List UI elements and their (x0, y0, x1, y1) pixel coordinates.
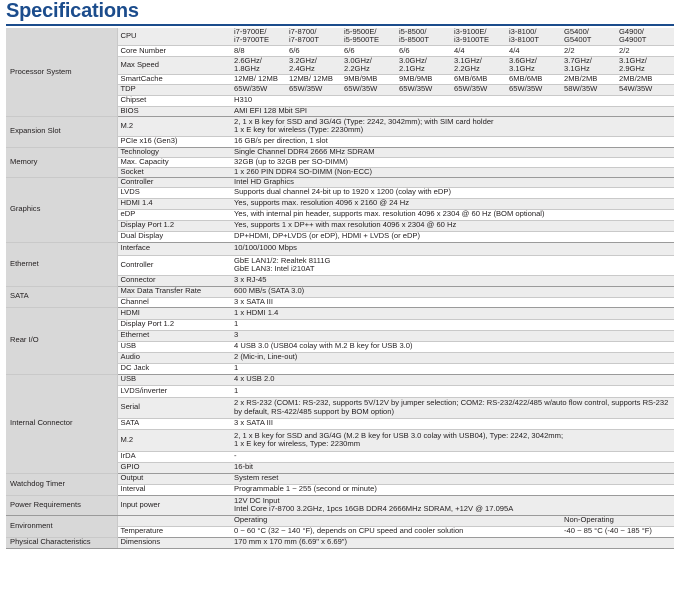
spec-value: 16 GB/s per direction, 1 slot (232, 136, 674, 147)
spec-label: Serial (117, 397, 232, 418)
category-rear-i-o: Rear I/O (6, 307, 117, 374)
spec-value: 1 (232, 319, 674, 330)
cpu-spec-cell: 6MB/6MB (507, 74, 562, 84)
category-environment: Environment (6, 515, 117, 537)
spec-label: Max Speed (117, 56, 232, 74)
category-processor-system: Processor System (6, 28, 117, 116)
spec-label: USB (117, 374, 232, 385)
spec-row (6, 286, 674, 297)
spec-label: Channel (117, 297, 232, 307)
spec-label: HDMI (117, 307, 232, 319)
spec-label: eDP (117, 209, 232, 220)
cpu-spec-cell: 3.1GHz/ 2.9GHz (617, 56, 674, 74)
category-watchdog-timer: Watchdog Timer (6, 473, 117, 495)
spec-value: Supports dual channel 24-bit up to 1920 x 1200 (colay with eDP) (232, 187, 674, 198)
spec-label: Chipset (117, 95, 232, 106)
spec-value: 3 x RJ-45 (232, 275, 674, 286)
cpu-spec-cell: i7-8700/ i7-8700T (287, 28, 342, 45)
spec-label: Interval (117, 484, 232, 495)
spec-value: 2 (Mic-in, Line-out) (232, 352, 674, 363)
spec-label: LVDS (117, 187, 232, 198)
cpu-spec-cell: i7-9700E/ i7-9700TE (232, 28, 287, 45)
spec-label: Controller (117, 177, 232, 187)
cpu-spec-cell: 65W/35W (397, 84, 452, 95)
cpu-spec-cell: i5-9500E/ i5-9500TE (342, 28, 397, 45)
cpu-spec-cell: 6/6 (342, 45, 397, 56)
spec-value: 3 (232, 330, 674, 341)
cpu-spec-cell: 6MB/6MB (452, 74, 507, 84)
spec-value: 2, 1 x B key for SSD and 3G/4G (M.2 B key for USB 3.0 colay with USB04), Type: 2242, 3042mm; 1 x E key for wireless, Type: 2230mm (232, 429, 674, 451)
spec-value: 1 (232, 385, 674, 397)
cpu-spec-cell: G5400/ G5400T (562, 28, 617, 45)
category-power-requirements: Power Requirements (6, 495, 117, 515)
cpu-spec-cell: 12MB/ 12MB (232, 74, 287, 84)
spec-value: 12V DC Input Intel Core i7-8700 3.2GHz, 1pcs 16GB DDR4 2666MHz SDRAM, +12V @ 17.095A (232, 495, 674, 515)
spec-label: BIOS (117, 106, 232, 116)
spec-label: Dimensions (117, 537, 232, 548)
spec-label: HDMI 1.4 (117, 198, 232, 209)
spec-value: H310 (232, 95, 674, 106)
cpu-spec-cell: i3-8100/ i3-8100T (507, 28, 562, 45)
cpu-spec-cell: 3.6GHz/ 3.1GHz (507, 56, 562, 74)
spec-row (6, 28, 674, 45)
cpu-spec-cell: 2.6GHz/ 1.8GHz (232, 56, 287, 74)
spec-value: 2 x RS-232 (COM1: RS-232, supports 5V/12V by jumper selection; COM2: RS-232/422/485 w/auto flow control, supports RS-232 by default, RS-422/485 support by BOM option) (232, 397, 674, 418)
spec-row (6, 116, 674, 136)
spec-value: Yes, supports max. resolution 4096 x 2160 @ 24 Hz (232, 198, 674, 209)
spec-label: Dual Display (117, 231, 232, 242)
spec-value-secondary: Non-Operating (562, 515, 674, 526)
spec-row (6, 374, 674, 385)
category-sata: SATA (6, 286, 117, 307)
category-ethernet: Ethernet (6, 242, 117, 286)
spec-value: Yes, supports 1 x DP++ with max resolution 4096 x 2304 @ 60 Hz (232, 220, 674, 231)
spec-value: DP+HDMI, DP+LVDS (or eDP), HDMI + LVDS (or eDP) (232, 231, 674, 242)
spec-label: M.2 (117, 116, 232, 136)
spec-value: 32GB (up to 32GB per SO-DIMM) (232, 157, 674, 167)
spec-label: Max Data Transfer Rate (117, 286, 232, 297)
cpu-spec-cell: 3.2GHz/ 2.4GHz (287, 56, 342, 74)
cpu-spec-cell: 3.7GHz/ 3.1GHz (562, 56, 617, 74)
cpu-spec-cell: 3.0GHz/ 2.2GHz (342, 56, 397, 74)
spec-value: 3 x SATA III (232, 297, 674, 307)
cpu-spec-cell: G4900/ G4900T (617, 28, 674, 45)
category-physical-characteristics: Physical Characteristics (6, 537, 117, 548)
cpu-spec-cell: 12MB/ 12MB (287, 74, 342, 84)
spec-value: 2, 1 x B key for SSD and 3G/4G (Type: 2242, 3042mm); with SIM card holder 1 x E key for wireless (Type: 2230mm) (232, 116, 674, 136)
spec-label: TDP (117, 84, 232, 95)
cpu-spec-cell: 4/4 (507, 45, 562, 56)
spec-value: Yes, with internal pin header, supports max. resolution 4096 x 2304 @ 60 Hz (BOM optional) (232, 209, 674, 220)
cpu-spec-cell: 3.0GHz/ 2.1GHz (397, 56, 452, 74)
cpu-spec-cell: i5-8500/ i5-8500T (397, 28, 452, 45)
spec-row (6, 307, 674, 319)
spec-value: 4 x USB 2.0 (232, 374, 674, 385)
category-memory: Memory (6, 147, 117, 177)
spec-label: SATA (117, 418, 232, 429)
spec-row (6, 537, 674, 548)
spec-label: IrDA (117, 451, 232, 462)
spec-value: AMI EFI 128 Mbit SPI (232, 106, 674, 116)
spec-label: Interface (117, 242, 232, 255)
spec-label: Max. Capacity (117, 157, 232, 167)
spec-value: 3 x SATA III (232, 418, 674, 429)
spec-value: 1 x HDMI 1.4 (232, 307, 674, 319)
cpu-spec-cell: 2/2 (562, 45, 617, 56)
spec-value: GbE LAN1/2: Realtek 8111G GbE LAN3: Intel i210AT (232, 255, 674, 275)
category-graphics: Graphics (6, 177, 117, 242)
spec-row (6, 242, 674, 255)
spec-label: CPU (117, 28, 232, 45)
spec-label: Ethernet (117, 330, 232, 341)
spec-label: Technology (117, 147, 232, 157)
category-expansion-slot: Expansion Slot (6, 116, 117, 147)
cpu-spec-cell: 6/6 (397, 45, 452, 56)
spec-label: Output (117, 473, 232, 484)
spec-value: 170 mm x 170 mm (6.69" x 6.69") (232, 537, 674, 548)
spec-value: - (232, 451, 674, 462)
spec-label: GPIO (117, 462, 232, 473)
spec-value: 1 x 260 PIN DDR4 SO-DIMM (Non-ECC) (232, 167, 674, 177)
category-internal-connector: Internal Connector (6, 374, 117, 473)
spec-label: PCIe x16 (Gen3) (117, 136, 232, 147)
cpu-spec-cell: 3.1GHz/ 2.2GHz (452, 56, 507, 74)
spec-label: Temperature (117, 526, 232, 537)
spec-label: Display Port 1.2 (117, 220, 232, 231)
spec-label: Socket (117, 167, 232, 177)
spec-value: 1 (232, 363, 674, 374)
title-divider (6, 24, 674, 26)
cpu-spec-cell: 2MB/2MB (562, 74, 617, 84)
spec-value: Intel HD Graphics (232, 177, 674, 187)
spec-body (6, 28, 674, 548)
cpu-spec-cell: 58W/35W (562, 84, 617, 95)
spec-label: DC Jack (117, 363, 232, 374)
spec-row (6, 473, 674, 484)
cpu-spec-cell: 65W/35W (342, 84, 397, 95)
spec-label: LVDS/inverter (117, 385, 232, 397)
cpu-spec-cell: 8/8 (232, 45, 287, 56)
spec-label: Controller (117, 255, 232, 275)
spec-row (6, 515, 674, 526)
spec-label: Display Port 1.2 (117, 319, 232, 330)
spec-value: Single Channel DDR4 2666 MHz SDRAM (232, 147, 674, 157)
cpu-spec-cell: 65W/35W (287, 84, 342, 95)
spec-label: M.2 (117, 429, 232, 451)
spec-value: 10/100/1000 Mbps (232, 242, 674, 255)
spec-value: 600 MB/s (SATA 3.0) (232, 286, 674, 297)
spec-row (6, 495, 674, 515)
spec-label: Audio (117, 352, 232, 363)
spec-label (117, 515, 232, 526)
spec-label: Input power (117, 495, 232, 515)
specifications-table (6, 28, 674, 549)
spec-value: 4 USB 3.0 (USB04 colay with M.2 B key for USB 3.0) (232, 341, 674, 352)
cpu-spec-cell: 54W/35W (617, 84, 674, 95)
cpu-spec-cell: 9MB/9MB (397, 74, 452, 84)
spec-row (6, 177, 674, 187)
cpu-spec-cell: 65W/35W (452, 84, 507, 95)
cpu-spec-cell: 2/2 (617, 45, 674, 56)
spec-value: 0 ~ 60 °C (32 ~ 140 °F), depends on CPU speed and cooler solution (232, 526, 562, 537)
cpu-spec-cell: 2MB/2MB (617, 74, 674, 84)
spec-label: Connector (117, 275, 232, 286)
cpu-spec-cell: 4/4 (452, 45, 507, 56)
cpu-spec-cell: 65W/35W (232, 84, 287, 95)
spec-value-secondary: -40 ~ 85 °C (-40 ~ 185 °F) (562, 526, 674, 537)
spec-label: USB (117, 341, 232, 352)
spec-row (6, 147, 674, 157)
cpu-spec-cell: 6/6 (287, 45, 342, 56)
spec-value: Operating (232, 515, 562, 526)
spec-label: SmartCache (117, 74, 232, 84)
cpu-spec-cell: 9MB/9MB (342, 74, 397, 84)
page-title: Specifications (6, 0, 139, 22)
spec-label: Core Number (117, 45, 232, 56)
spec-value: System reset (232, 473, 674, 484)
cpu-spec-cell: 65W/35W (507, 84, 562, 95)
cpu-spec-cell: i3-9100E/ i3-9100TE (452, 28, 507, 45)
spec-value: 16-bit (232, 462, 674, 473)
spec-value: Programmable 1 ~ 255 (second or minute) (232, 484, 674, 495)
